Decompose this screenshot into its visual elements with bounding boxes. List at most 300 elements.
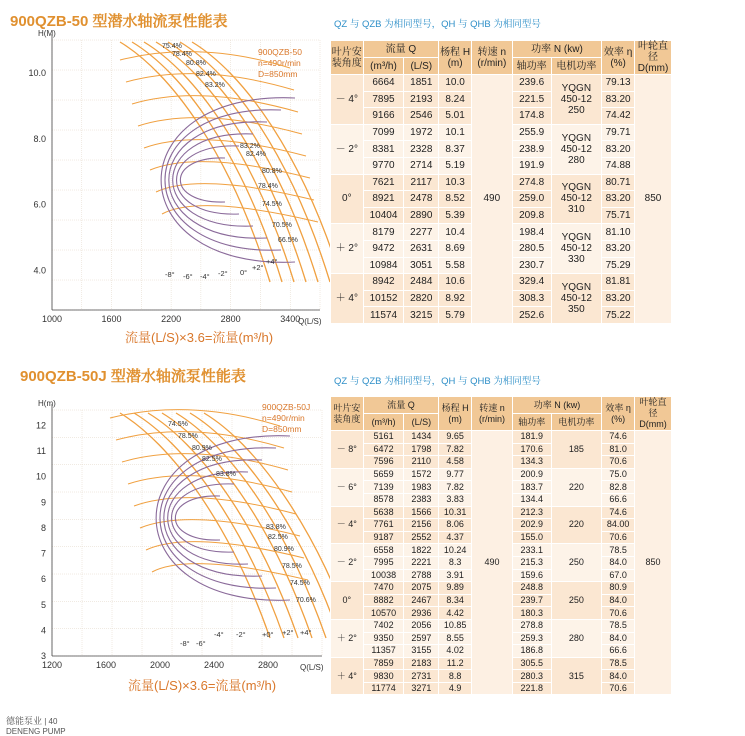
shaft-power-cell: 183.7	[512, 481, 551, 494]
flow-ls-cell: 2936	[404, 607, 439, 620]
flow-ls-cell: 2328	[404, 141, 439, 158]
head-cell: 10.3	[439, 174, 472, 191]
flow-m3-cell: 7859	[363, 657, 404, 670]
eff-cell: 78.5	[602, 657, 635, 670]
y-tick-label: 9	[40, 497, 46, 508]
flow-m3-cell: 9472	[363, 240, 404, 257]
x-tick-label: 1200	[41, 660, 63, 670]
flow-m3-cell: 8179	[363, 224, 404, 241]
eff-cell: 79.71	[602, 124, 635, 141]
flow-m3-cell: 7402	[363, 619, 404, 632]
flow-m3-cell: 10404	[363, 207, 404, 224]
motor-power-cell: YQGN 450-12 310	[551, 174, 602, 224]
eff-cell: 78.5	[602, 544, 635, 557]
angle-cell: － 2°	[331, 124, 364, 174]
col-flow-ls: (L/S)	[404, 414, 439, 431]
eff-cell: 83.20	[602, 290, 635, 307]
x-tick-label: 3400	[280, 314, 301, 324]
angle-cell: － 4°	[331, 506, 364, 544]
y-tick-label: 4	[40, 625, 46, 636]
motor-power-cell: YQGN 450-12 350	[551, 274, 602, 324]
head-cell: 8.55	[439, 632, 472, 645]
head-cell: 9.65	[439, 431, 472, 444]
head-cell: 3.91	[439, 569, 472, 582]
efficiency-label: 70.6%	[296, 597, 316, 604]
head-cell: 4.37	[439, 531, 472, 544]
efficiency-label: 78.4%	[258, 183, 278, 190]
head-cell: 8.06	[439, 519, 472, 532]
flow-conversion-label: 流量(L/S)×3.6=流量(m³/h)	[125, 330, 274, 345]
col-flow: 流量 Q	[363, 41, 439, 58]
efficiency-label: 74.5%	[290, 580, 310, 587]
eff-cell: 83.20	[602, 91, 635, 108]
eff-cell: 79.13	[602, 75, 635, 92]
eff-cell: 75.22	[602, 307, 635, 324]
performance-chart-1	[0, 30, 328, 350]
shaft-power-cell: 209.8	[512, 207, 551, 224]
footer-brand: 德能泵业	[6, 716, 43, 726]
shaft-power-cell: 181.9	[512, 431, 551, 444]
angle-cell: ＋ 2°	[331, 619, 364, 657]
head-cell: 10.24	[439, 544, 472, 557]
shaft-power-cell: 280.5	[512, 240, 551, 257]
flow-ls-cell: 2156	[404, 519, 439, 532]
flow-m3-cell: 7761	[363, 519, 404, 532]
head-cell: 3.83	[439, 493, 472, 506]
motor-power-cell: 250	[551, 582, 602, 620]
angle-cell: － 4°	[331, 75, 364, 125]
blade-angle-label: +0°	[262, 630, 274, 639]
x-tick-label: 1600	[95, 660, 117, 670]
shaft-power-cell: 198.4	[512, 224, 551, 241]
angle-cell: ＋ 2°	[331, 224, 364, 274]
blade-angle-label: 0°	[240, 268, 248, 277]
flow-ls-cell: 2631	[404, 240, 439, 257]
col-flow: 流量 Q	[363, 397, 439, 414]
flow-m3-cell: 9166	[363, 108, 404, 125]
eff-cell: 80.71	[602, 174, 635, 191]
head-cell: 4.58	[439, 456, 472, 469]
col-power: 功率 N (kw)	[512, 397, 601, 414]
eff-cell: 84.00	[602, 519, 635, 532]
shaft-power-cell: 170.6	[512, 443, 551, 456]
shaft-power-cell: 215.3	[512, 556, 551, 569]
head-cell: 10.6	[439, 274, 472, 291]
flow-ls-cell: 2221	[404, 556, 439, 569]
legend-text: n=490r/min	[258, 58, 301, 68]
col-speed: 转速 n (r/min)	[472, 397, 513, 431]
eff-cell: 66.6	[602, 493, 635, 506]
flow-ls-cell: 2478	[404, 191, 439, 208]
flow-ls-cell: 1434	[404, 431, 439, 444]
eff-cell: 84.0	[602, 632, 635, 645]
flow-ls-cell: 2820	[404, 290, 439, 307]
head-cell: 8.34	[439, 594, 472, 607]
head-cell: 10.31	[439, 506, 472, 519]
eff-cell: 74.88	[602, 157, 635, 174]
shaft-power-cell: 191.9	[512, 157, 551, 174]
flow-m3-cell: 11574	[363, 307, 404, 324]
speed-cell: 490	[472, 431, 513, 695]
y-axis-label: H(m)	[38, 399, 56, 408]
motor-power-cell: 280	[551, 619, 602, 657]
shaft-power-cell: 259.0	[512, 191, 551, 208]
legend-text: 900QZB-50J	[262, 402, 311, 412]
eff-cell: 84.0	[602, 556, 635, 569]
y-tick-label: 6	[40, 574, 46, 585]
eff-cell: 74.6	[602, 506, 635, 519]
head-cell: 5.79	[439, 307, 472, 324]
shaft-power-cell: 159.6	[512, 569, 551, 582]
col-flow-ls: (L/S)	[404, 58, 439, 75]
flow-ls-cell: 2788	[404, 569, 439, 582]
head-cell: 10.0	[439, 75, 472, 92]
y-tick-label: 6.0	[33, 199, 46, 210]
col-dia: 叶轮直径 D(mm)	[635, 41, 672, 75]
shaft-power-cell: 280.3	[512, 670, 551, 683]
efficiency-label: 80.8%	[262, 168, 282, 175]
flow-ls-cell: 2383	[404, 493, 439, 506]
col-angle: 叶片安装角度	[331, 397, 364, 431]
flow-m3-cell: 10570	[363, 607, 404, 620]
flow-conversion-label: 流量(L/S)×3.6=流量(m³/h)	[128, 678, 277, 693]
col-head: 杨程 H (m)	[439, 397, 472, 431]
flow-ls-cell: 3051	[404, 257, 439, 274]
shaft-power-cell: 278.8	[512, 619, 551, 632]
flow-ls-cell: 2552	[404, 531, 439, 544]
efficiency-label: 80.9%	[274, 546, 294, 553]
eff-cell: 82.8	[602, 481, 635, 494]
x-tick-label: 2800	[257, 660, 279, 670]
motor-power-cell: 250	[551, 544, 602, 582]
flow-m3-cell: 9350	[363, 632, 404, 645]
shaft-power-cell: 180.3	[512, 607, 551, 620]
flow-ls-cell: 1822	[404, 544, 439, 557]
flow-ls-cell: 3271	[404, 682, 439, 695]
x-axis-label: Q(L/S)	[298, 317, 322, 326]
efficiency-label: 82.5%	[202, 456, 222, 463]
efficiency-label: 80.8%	[186, 60, 206, 67]
table-row	[331, 431, 672, 444]
x-tick-label: 1000	[41, 314, 63, 324]
eff-cell: 84.0	[602, 670, 635, 683]
shaft-power-cell: 259.3	[512, 632, 551, 645]
spec-table-1	[330, 40, 672, 324]
shaft-power-cell: 248.8	[512, 582, 551, 595]
eff-cell: 84.0	[602, 594, 635, 607]
eff-cell: 78.5	[602, 619, 635, 632]
x-tick-label: 2800	[220, 314, 241, 324]
head-cell: 5.39	[439, 207, 472, 224]
flow-m3-cell: 9830	[363, 670, 404, 683]
efficiency-label: 83.2%	[205, 82, 225, 89]
flow-ls-cell: 2546	[404, 108, 439, 125]
y-tick-label: 4.0	[33, 265, 46, 276]
blade-angle-label: -6°	[183, 272, 193, 281]
blade-angle-label: +4°	[300, 628, 312, 637]
head-cell: 8.24	[439, 91, 472, 108]
efficiency-label: 82.4%	[246, 151, 266, 158]
shaft-power-cell: 233.1	[512, 544, 551, 557]
efficiency-label: 78.4%	[172, 51, 192, 58]
flow-ls-cell: 2117	[404, 174, 439, 191]
motor-power-cell: YQGN 450-12 250	[551, 75, 602, 125]
head-cell: 8.69	[439, 240, 472, 257]
blade-angle-label: -2°	[218, 269, 228, 278]
flow-ls-cell: 2484	[404, 274, 439, 291]
eff-cell: 74.42	[602, 108, 635, 125]
eff-cell: 81.0	[602, 443, 635, 456]
flow-ls-cell: 2075	[404, 582, 439, 595]
efficiency-label: 82.5%	[268, 534, 288, 541]
col-motor: 电机功率	[551, 414, 602, 431]
flow-m3-cell: 5659	[363, 468, 404, 481]
eff-cell: 83.20	[602, 240, 635, 257]
blade-angle-label: -6°	[196, 639, 206, 648]
blade-angle-label: +2°	[282, 628, 294, 637]
flow-m3-cell: 7596	[363, 456, 404, 469]
flow-ls-cell: 2193	[404, 91, 439, 108]
flow-ls-cell: 2056	[404, 619, 439, 632]
blade-angle-label: -2°	[236, 630, 246, 639]
x-tick-label: 2400	[203, 660, 225, 670]
flow-m3-cell: 8921	[363, 191, 404, 208]
head-cell: 5.01	[439, 108, 472, 125]
shaft-power-cell: 174.8	[512, 108, 551, 125]
efficiency-label: 75.4%	[162, 43, 182, 50]
eff-cell: 70.6	[602, 607, 635, 620]
shaft-power-cell: 230.7	[512, 257, 551, 274]
motor-power-cell: 220	[551, 468, 602, 506]
diameter-cell: 850	[635, 431, 672, 695]
head-cell: 8.92	[439, 290, 472, 307]
shaft-power-cell: 255.9	[512, 124, 551, 141]
y-tick-label: 11	[36, 446, 46, 456]
angle-cell: ＋ 4°	[331, 657, 364, 695]
x-axis-label: Q(L/S)	[300, 663, 324, 672]
shaft-power-cell: 252.6	[512, 307, 551, 324]
head-cell: 5.58	[439, 257, 472, 274]
shaft-power-cell: 308.3	[512, 290, 551, 307]
eff-cell: 81.10	[602, 224, 635, 241]
head-cell: 7.82	[439, 481, 472, 494]
flow-ls-cell: 2467	[404, 594, 439, 607]
col-angle: 叶片安装角度	[331, 41, 364, 75]
y-tick-label: 12	[35, 420, 46, 431]
angle-cell: － 2°	[331, 544, 364, 582]
blade-angle-label: -8°	[165, 270, 175, 279]
y-tick-label: 5	[40, 599, 46, 610]
section2-note: QZ 与 QZB 为相同型号，QH 与 QHB 为相同型号	[334, 376, 541, 387]
flow-m3-cell: 7139	[363, 481, 404, 494]
legend-text: 900QZB-50	[258, 47, 302, 57]
col-head: 杨程 H (m)	[439, 41, 472, 75]
angle-cell: ＋ 4°	[331, 274, 364, 324]
shaft-power-cell: 221.5	[512, 91, 551, 108]
shaft-power-cell: 238.9	[512, 141, 551, 158]
motor-power-cell: 315	[551, 657, 602, 695]
shaft-power-cell: 274.8	[512, 174, 551, 191]
flow-m3-cell: 11357	[363, 645, 404, 658]
shaft-power-cell: 329.4	[512, 274, 551, 291]
efficiency-label: 78.5%	[282, 563, 302, 570]
shaft-power-cell: 239.6	[512, 75, 551, 92]
head-cell: 4.42	[439, 607, 472, 620]
legend-text: D=850mm	[262, 424, 302, 434]
y-tick-label: 7	[40, 548, 46, 559]
motor-power-cell: 220	[551, 506, 602, 544]
shaft-power-cell: 155.0	[512, 531, 551, 544]
flow-m3-cell: 6664	[363, 75, 404, 92]
eff-cell: 70.6	[602, 682, 635, 695]
flow-ls-cell: 2731	[404, 670, 439, 683]
head-cell: 5.19	[439, 157, 472, 174]
col-dia: 叶轮直径 D(mm)	[635, 397, 672, 431]
angle-cell: － 6°	[331, 468, 364, 506]
efficiency-label: 82.4%	[196, 71, 216, 78]
flow-m3-cell: 9187	[363, 531, 404, 544]
col-shaft: 轴功率	[512, 414, 551, 431]
shaft-power-cell: 200.9	[512, 468, 551, 481]
motor-power-cell: YQGN 450-12 280	[551, 124, 602, 174]
shaft-power-cell: 202.9	[512, 519, 551, 532]
flow-ls-cell: 1572	[404, 468, 439, 481]
head-cell: 7.82	[439, 443, 472, 456]
flow-ls-cell: 1983	[404, 481, 439, 494]
section1-title: 900QZB-50 型潜水轴流泵性能表	[10, 13, 228, 30]
motor-power-cell: 185	[551, 431, 602, 469]
flow-m3-cell: 5161	[363, 431, 404, 444]
footer-brand-en: DENENG PUMP	[6, 727, 66, 736]
flow-m3-cell: 8882	[363, 594, 404, 607]
angle-cell: － 8°	[331, 431, 364, 469]
y-tick-label: 8.0	[33, 133, 46, 144]
flow-m3-cell: 7995	[363, 556, 404, 569]
eff-cell: 74.6	[602, 431, 635, 444]
head-cell: 11.2	[439, 657, 472, 670]
legend-text: D=850mm	[258, 69, 298, 79]
efficiency-label: 80.9%	[192, 445, 212, 452]
eff-cell: 83.20	[602, 141, 635, 158]
head-cell: 10.85	[439, 619, 472, 632]
col-eff: 效率 η (%)	[602, 397, 635, 431]
flow-m3-cell: 6558	[363, 544, 404, 557]
head-cell: 10.4	[439, 224, 472, 241]
head-cell: 4.9	[439, 682, 472, 695]
performance-chart-2	[0, 388, 330, 700]
x-tick-label: 1600	[101, 314, 122, 324]
flow-ls-cell: 1972	[404, 124, 439, 141]
y-tick-label: 10.0	[28, 67, 46, 78]
x-tick-label: 2000	[149, 660, 171, 670]
eff-cell: 75.29	[602, 257, 635, 274]
blade-angle-label: -8°	[180, 639, 190, 648]
flow-m3-cell: 7470	[363, 582, 404, 595]
eff-cell: 70.6	[602, 456, 635, 469]
diameter-cell: 850	[635, 75, 672, 324]
flow-m3-cell: 7895	[363, 91, 404, 108]
shaft-power-cell: 134.3	[512, 456, 551, 469]
angle-cell: 0°	[331, 582, 364, 620]
flow-m3-cell: 7621	[363, 174, 404, 191]
shaft-power-cell: 186.8	[512, 645, 551, 658]
shaft-power-cell: 134.4	[512, 493, 551, 506]
shaft-power-cell: 239.7	[512, 594, 551, 607]
flow-m3-cell: 8578	[363, 493, 404, 506]
eff-cell: 83.20	[602, 191, 635, 208]
plot-area	[52, 40, 320, 310]
table-row	[331, 75, 672, 92]
col-shaft: 轴功率	[512, 58, 551, 75]
flow-ls-cell: 2110	[404, 456, 439, 469]
flow-m3-cell: 10038	[363, 569, 404, 582]
head-cell: 4.02	[439, 645, 472, 658]
flow-m3-cell: 10984	[363, 257, 404, 274]
footer: 德能泵业 | 40 DENENG PUMP	[6, 716, 66, 736]
y-tick-label: 10	[35, 471, 46, 482]
head-cell: 9.77	[439, 468, 472, 481]
flow-ls-cell: 2277	[404, 224, 439, 241]
eff-cell: 75.71	[602, 207, 635, 224]
eff-cell: 66.6	[602, 645, 635, 658]
efficiency-label: 83.8%	[266, 524, 286, 531]
shaft-power-cell: 305.5	[512, 657, 551, 670]
flow-ls-cell: 1566	[404, 506, 439, 519]
flow-m3-cell: 5638	[363, 506, 404, 519]
flow-m3-cell: 6472	[363, 443, 404, 456]
blade-angle-label: +4°	[266, 257, 278, 266]
flow-ls-cell: 1798	[404, 443, 439, 456]
y-tick-label: 8	[40, 522, 46, 533]
legend-text: n=490r/min	[262, 413, 305, 423]
col-flow-m3: (m³/h)	[363, 414, 404, 431]
flow-m3-cell: 8381	[363, 141, 404, 158]
flow-ls-cell: 2890	[404, 207, 439, 224]
footer-page: 40	[48, 717, 58, 726]
efficiency-label: 66.5%	[278, 237, 298, 244]
eff-cell: 80.9	[602, 582, 635, 595]
shaft-power-cell: 221.8	[512, 682, 551, 695]
shaft-power-cell: 212.3	[512, 506, 551, 519]
eff-cell: 81.81	[602, 274, 635, 291]
flow-m3-cell: 8942	[363, 274, 404, 291]
flow-ls-cell: 2714	[404, 157, 439, 174]
y-axis-label: H(M)	[38, 29, 56, 38]
speed-cell: 490	[471, 75, 512, 324]
flow-m3-cell: 10152	[363, 290, 404, 307]
blade-angle-label: -4°	[214, 630, 224, 639]
flow-ls-cell: 1851	[404, 75, 439, 92]
spec-table-2	[330, 396, 672, 695]
head-cell: 10.1	[439, 124, 472, 141]
x-tick-label: 2200	[161, 314, 182, 324]
angle-cell: 0°	[331, 174, 364, 224]
section2-title: 900QZB-50J 型潜水轴流泵性能表	[20, 368, 246, 385]
eff-cell: 67.0	[602, 569, 635, 582]
head-cell: 8.3	[439, 556, 472, 569]
efficiency-label: 74.5%	[262, 201, 282, 208]
efficiency-label: 83.2%	[240, 143, 260, 150]
efficiency-label: 78.5%	[178, 433, 198, 440]
eff-cell: 70.6	[602, 531, 635, 544]
motor-power-cell: YQGN 450-12 330	[551, 224, 602, 274]
flow-m3-cell: 9770	[363, 157, 404, 174]
flow-m3-cell: 11774	[363, 682, 404, 695]
y-tick-label: 3	[40, 651, 46, 661]
head-cell: 8.37	[439, 141, 472, 158]
eff-cell: 75.0	[602, 468, 635, 481]
col-motor: 电机功率	[551, 58, 602, 75]
